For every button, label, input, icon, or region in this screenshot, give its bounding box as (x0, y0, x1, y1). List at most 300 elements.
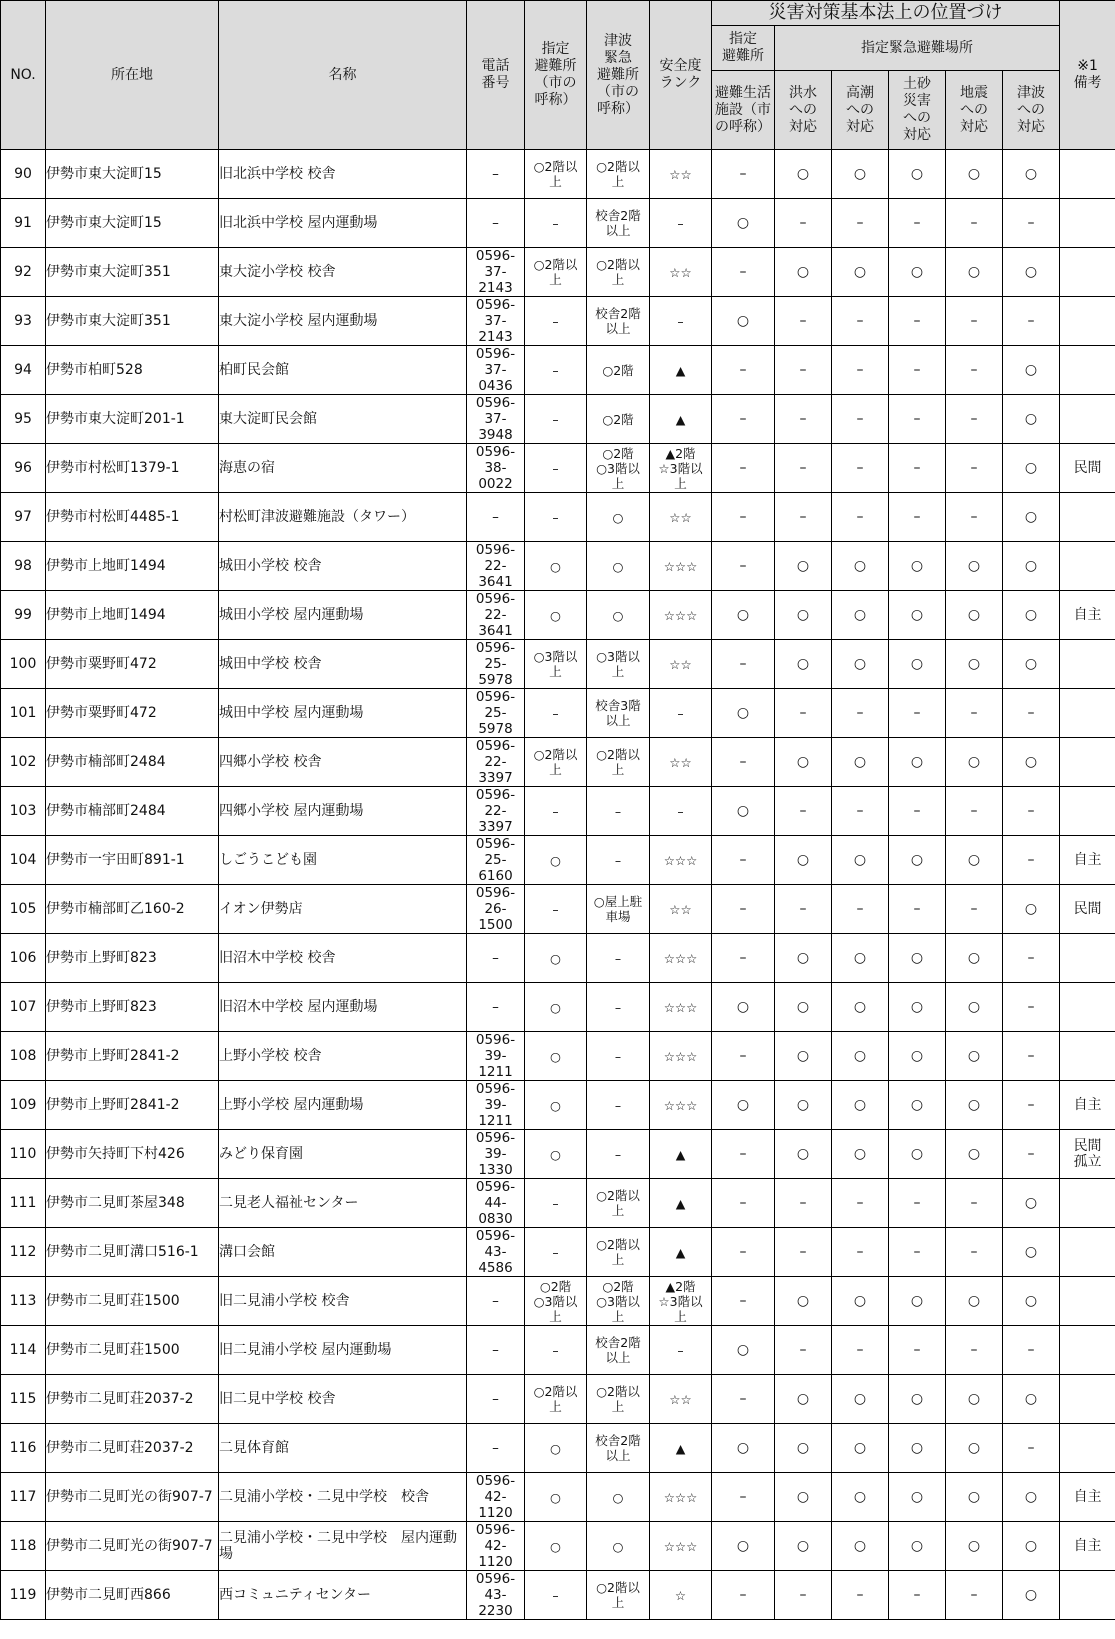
row-tsunami-shelter-line: 校舎2階 (595, 1433, 641, 1448)
row-tsunami-shelter-line: ○ (612, 509, 624, 525)
row-name: 旧二見浦小学校 校舎 (219, 1277, 467, 1326)
row-phone-line: 0596- (475, 689, 516, 705)
row-name: 城田中学校 校舎 (219, 640, 467, 689)
row-phone-line: 39- (484, 1048, 507, 1064)
header-name: 名称 (219, 1, 467, 150)
row-designated-shelter-line: ○3階以 (533, 649, 578, 664)
row-name: 二見浦小学校・二見中学校 屋内運動場 (219, 1522, 467, 1571)
row-landslide: – (889, 787, 946, 836)
row-earthquake: ○ (946, 150, 1003, 199)
row-phone-line: 6160 (478, 868, 513, 884)
row-name: 溝口会館 (219, 1228, 467, 1277)
row-name: 東大淀小学校 屋内運動場 (219, 297, 467, 346)
row-designated-shelter (525, 885, 587, 934)
row-landslide: ○ (889, 150, 946, 199)
row-phone-line: 0596- (475, 787, 516, 803)
row-flood: – (775, 297, 832, 346)
row-living-facility: – (712, 444, 775, 493)
row-remarks (1060, 885, 1115, 934)
header-address: 所在地 (46, 1, 219, 150)
row-safety-rank (650, 1473, 712, 1522)
row-storm-surge: ○ (832, 836, 889, 885)
row-tsunami-shelter (587, 395, 650, 444)
row-earthquake: ○ (946, 1032, 1003, 1081)
row-living-facility: ○ (712, 1081, 775, 1130)
row-address: 伊勢市上野町823 (46, 934, 219, 983)
row-living-facility: – (712, 738, 775, 787)
row-tsunami-shelter-line: 上 (611, 475, 625, 491)
row-tsunami-shelter-line: ○2階以 (596, 1384, 640, 1399)
row-phone (467, 836, 525, 885)
row-designated-shelter (525, 836, 587, 885)
row-safety-rank-line: 上 (674, 475, 687, 491)
row-phone-line: 43- (484, 1587, 507, 1603)
row-earthquake: ○ (946, 836, 1003, 885)
row-designated-shelter (525, 983, 587, 1032)
table-row (1, 983, 1115, 1032)
row-address: 伊勢市二見町荘1500 (46, 1277, 219, 1326)
row-name: 東大淀町民会館 (219, 395, 467, 444)
table-row (1, 542, 1115, 591)
row-name: 城田小学校 屋内運動場 (219, 591, 467, 640)
row-number: 107 (1, 983, 46, 1032)
row-designated-shelter (525, 738, 587, 787)
row-designated-shelter-line: – (552, 1195, 559, 1211)
table-row (1, 297, 1115, 346)
row-designated-shelter-line: 上 (549, 1399, 562, 1414)
row-number: 105 (1, 885, 46, 934)
row-address: 伊勢市二見町荘2037-2 (46, 1375, 219, 1424)
table-row (1, 836, 1115, 885)
table-row (1, 1571, 1115, 1620)
row-phone (467, 1522, 525, 1571)
row-storm-surge: – (832, 1326, 889, 1375)
row-tsunami-response: ○ (1003, 248, 1060, 297)
row-safety-rank (650, 346, 712, 395)
row-remarks-line: 自主 (1073, 607, 1102, 623)
row-tsunami-shelter-line: 上 (611, 1399, 625, 1414)
row-storm-surge: ○ (832, 248, 889, 297)
row-phone (467, 199, 525, 248)
row-landslide: – (889, 885, 946, 934)
row-tsunami-response: ○ (1003, 1228, 1060, 1277)
row-tsunami-shelter-line: – (614, 1048, 622, 1064)
row-address: 伊勢市東大淀町351 (46, 297, 219, 346)
header-storm-surge: 高潮 への 対応 (832, 71, 889, 150)
row-safety-rank (650, 836, 712, 885)
row-earthquake: ○ (946, 248, 1003, 297)
row-designated-shelter-line: ○3階以 (533, 1293, 578, 1309)
row-landslide: ○ (889, 542, 946, 591)
table-row (1, 395, 1115, 444)
row-phone (467, 395, 525, 444)
row-phone-line: – (492, 1293, 499, 1309)
row-safety-rank-line: – (677, 1342, 684, 1358)
table-row (1, 248, 1115, 297)
row-address: 伊勢市上地町1494 (46, 542, 219, 591)
row-landslide: ○ (889, 1130, 946, 1179)
table-row (1, 1326, 1115, 1375)
row-safety-rank (650, 885, 712, 934)
row-tsunami-shelter-line: ○ (612, 1489, 624, 1505)
row-phone-line: 22- (484, 558, 507, 574)
row-safety-rank-line: ▲ (675, 1244, 686, 1260)
row-phone-line: – (492, 1440, 499, 1456)
row-name: イオン伊勢店 (219, 885, 467, 934)
row-flood: ○ (775, 1473, 832, 1522)
row-flood: – (775, 395, 832, 444)
row-phone-line: 37- (484, 264, 507, 280)
row-remarks (1060, 444, 1115, 493)
row-living-facility: – (712, 1375, 775, 1424)
row-remarks (1060, 1326, 1115, 1375)
row-phone-line: 0596- (475, 885, 516, 901)
row-safety-rank-line: ☆☆☆ (663, 999, 698, 1015)
row-tsunami-shelter (587, 1375, 650, 1424)
row-flood: – (775, 1571, 832, 1620)
row-remarks (1060, 297, 1115, 346)
row-storm-surge: – (832, 199, 889, 248)
row-address: 伊勢市二見町光の街907-7 (46, 1473, 219, 1522)
row-designated-shelter-line: ○2階以 (533, 1384, 578, 1399)
row-designated-shelter (525, 1473, 587, 1522)
table-row (1, 1424, 1115, 1473)
row-designated-shelter-line: ○ (550, 1097, 561, 1113)
row-number: 117 (1, 1473, 46, 1522)
row-safety-rank-line: ▲ (675, 1195, 686, 1211)
row-living-facility: ○ (712, 1424, 775, 1473)
row-earthquake: ○ (946, 542, 1003, 591)
row-tsunami-shelter-line: 上 (611, 1203, 625, 1218)
row-remarks-line: 民間 (1073, 901, 1102, 917)
row-tsunami-shelter (587, 150, 650, 199)
row-phone-line: 22- (484, 803, 507, 819)
row-flood: ○ (775, 1522, 832, 1571)
row-safety-rank (650, 542, 712, 591)
row-tsunami-shelter-line: ○3階以 (596, 649, 640, 664)
table-row (1, 346, 1115, 395)
row-tsunami-shelter-line: – (614, 950, 622, 966)
row-number: 102 (1, 738, 46, 787)
row-remarks (1060, 1522, 1115, 1571)
row-flood: ○ (775, 1032, 832, 1081)
row-remarks-line: 自主 (1073, 1538, 1102, 1554)
row-landslide: ○ (889, 1424, 946, 1473)
row-safety-rank (650, 1424, 712, 1473)
row-landslide: ○ (889, 1277, 946, 1326)
row-phone (467, 1326, 525, 1375)
row-earthquake: ○ (946, 1375, 1003, 1424)
row-designated-shelter (525, 493, 587, 542)
row-flood: ○ (775, 640, 832, 689)
row-phone-line: 0596- (475, 738, 516, 754)
row-phone (467, 1473, 525, 1522)
row-safety-rank (650, 1081, 712, 1130)
row-designated-shelter (525, 1571, 587, 1620)
row-designated-shelter-line: – (552, 215, 559, 231)
row-address: 伊勢市村松町1379-1 (46, 444, 219, 493)
row-designated-shelter-line: ○ (550, 1538, 561, 1554)
row-safety-rank (650, 1228, 712, 1277)
row-phone-line: 0436 (478, 378, 513, 394)
row-landslide: – (889, 1571, 946, 1620)
row-designated-shelter-line: – (552, 1587, 559, 1603)
row-tsunami-shelter (587, 1326, 650, 1375)
row-phone-line: 2230 (478, 1603, 513, 1619)
row-tsunami-shelter (587, 885, 650, 934)
row-storm-surge: – (832, 1228, 889, 1277)
row-safety-rank-line: ☆☆ (669, 754, 692, 770)
row-remarks-line: 自主 (1073, 852, 1102, 868)
row-living-facility: – (712, 885, 775, 934)
row-number: 96 (1, 444, 46, 493)
header-law-group: 災害対策基本法上の位置づけ (712, 1, 1060, 26)
row-phone-line: 38- (484, 460, 507, 476)
row-earthquake: ○ (946, 1424, 1003, 1473)
row-tsunami-response: – (1003, 199, 1060, 248)
row-flood: ○ (775, 934, 832, 983)
row-designated-shelter-line: ○ (550, 950, 561, 966)
row-safety-rank-line: – (677, 803, 684, 819)
row-earthquake: – (946, 1228, 1003, 1277)
row-number: 92 (1, 248, 46, 297)
row-safety-rank (650, 199, 712, 248)
row-flood: – (775, 493, 832, 542)
row-tsunami-response: ○ (1003, 1179, 1060, 1228)
row-safety-rank-line: ☆☆☆ (663, 1538, 698, 1554)
row-storm-surge: – (832, 885, 889, 934)
row-flood: ○ (775, 1424, 832, 1473)
row-designated-shelter (525, 1032, 587, 1081)
row-phone (467, 444, 525, 493)
row-phone-line: 0022 (478, 476, 513, 492)
row-earthquake: – (946, 1571, 1003, 1620)
row-safety-rank (650, 1032, 712, 1081)
row-safety-rank-line: ☆ (674, 1587, 687, 1603)
row-number: 90 (1, 150, 46, 199)
row-tsunami-response: ○ (1003, 1522, 1060, 1571)
row-remarks-line: 孤立 (1073, 1154, 1102, 1170)
row-tsunami-response: ○ (1003, 640, 1060, 689)
row-flood: – (775, 199, 832, 248)
row-tsunami-shelter (587, 542, 650, 591)
row-phone-line: 0596- (475, 591, 516, 607)
row-tsunami-shelter-line: ○2階以 (596, 159, 640, 174)
row-name: 上野小学校 校舎 (219, 1032, 467, 1081)
row-tsunami-shelter-line: ○2階以 (596, 1237, 640, 1252)
row-designated-shelter (525, 1424, 587, 1473)
row-tsunami-shelter (587, 1424, 650, 1473)
row-phone (467, 934, 525, 983)
row-designated-shelter-line: ○2階以 (533, 747, 578, 762)
row-phone (467, 885, 525, 934)
row-safety-rank-line: – (677, 705, 684, 721)
row-phone (467, 983, 525, 1032)
row-number: 101 (1, 689, 46, 738)
row-remarks (1060, 1032, 1115, 1081)
row-tsunami-response: – (1003, 1130, 1060, 1179)
row-phone-line: 0596- (475, 640, 516, 656)
row-storm-surge: – (832, 346, 889, 395)
row-safety-rank-line: ☆☆ (669, 509, 692, 525)
row-address: 伊勢市上野町2841-2 (46, 1032, 219, 1081)
row-safety-rank (650, 1277, 712, 1326)
row-number: 119 (1, 1571, 46, 1620)
row-tsunami-response: ○ (1003, 738, 1060, 787)
row-number: 118 (1, 1522, 46, 1571)
row-designated-shelter (525, 444, 587, 493)
row-earthquake: – (946, 689, 1003, 738)
row-living-facility: – (712, 248, 775, 297)
row-earthquake: – (946, 1179, 1003, 1228)
row-phone-line: 44- (484, 1195, 507, 1211)
row-remarks (1060, 1081, 1115, 1130)
row-safety-rank-line: ▲2階 (665, 445, 696, 461)
row-name: 旧二見中学校 校舎 (219, 1375, 467, 1424)
row-phone (467, 640, 525, 689)
row-tsunami-shelter (587, 689, 650, 738)
row-phone-line: 1120 (478, 1554, 513, 1570)
row-name: 旧北浜中学校 校舎 (219, 150, 467, 199)
table-body (1, 150, 1115, 1620)
row-safety-rank-line: ☆☆☆ (663, 1097, 698, 1113)
row-flood: ○ (775, 1277, 832, 1326)
row-name: 二見体育館 (219, 1424, 467, 1473)
row-living-facility: ○ (712, 787, 775, 836)
row-phone-line: – (492, 1391, 499, 1407)
row-designated-shelter-line: – (552, 1342, 559, 1358)
row-flood: – (775, 885, 832, 934)
row-landslide: – (889, 395, 946, 444)
row-tsunami-response: ○ (1003, 542, 1060, 591)
row-storm-surge: ○ (832, 1130, 889, 1179)
row-name: 柏町民会館 (219, 346, 467, 395)
row-landslide: – (889, 199, 946, 248)
row-tsunami-response: ○ (1003, 346, 1060, 395)
row-tsunami-shelter-line: 以上 (605, 713, 631, 728)
row-tsunami-shelter (587, 1032, 650, 1081)
row-remarks-line: 民間 (1073, 460, 1102, 476)
row-designated-shelter (525, 689, 587, 738)
row-name: 旧沼木中学校 屋内運動場 (219, 983, 467, 1032)
row-tsunami-shelter-line: 上 (611, 762, 625, 777)
row-phone-line: 0596- (475, 1081, 516, 1097)
table-row (1, 738, 1115, 787)
row-designated-shelter-line: ○2階 (539, 1278, 572, 1294)
row-tsunami-shelter (587, 199, 650, 248)
row-safety-rank (650, 297, 712, 346)
row-designated-shelter (525, 150, 587, 199)
row-number: 100 (1, 640, 46, 689)
row-tsunami-response: ○ (1003, 1375, 1060, 1424)
row-phone-line: 1211 (478, 1064, 513, 1080)
row-flood: – (775, 787, 832, 836)
row-designated-shelter-line: 上 (549, 664, 562, 679)
table-row (1, 689, 1115, 738)
row-remarks-line: 自主 (1073, 1097, 1102, 1113)
row-phone (467, 1571, 525, 1620)
table-row (1, 1032, 1115, 1081)
row-flood: ○ (775, 542, 832, 591)
row-earthquake: ○ (946, 640, 1003, 689)
row-phone-line: 0596- (475, 444, 516, 460)
row-safety-rank (650, 1522, 712, 1571)
row-phone (467, 591, 525, 640)
row-earthquake: – (946, 444, 1003, 493)
table-row (1, 444, 1115, 493)
row-tsunami-shelter-line: ○2階以 (596, 1580, 640, 1595)
row-tsunami-shelter-line: 以上 (605, 321, 631, 336)
row-safety-rank-line: ☆☆ (669, 166, 692, 182)
row-earthquake: – (946, 297, 1003, 346)
row-designated-shelter (525, 640, 587, 689)
table-row (1, 640, 1115, 689)
row-designated-shelter-line: – (552, 362, 559, 378)
row-landslide: – (889, 689, 946, 738)
row-name: 旧二見浦小学校 屋内運動場 (219, 1326, 467, 1375)
row-phone-line: 22- (484, 754, 507, 770)
row-phone-line: 0596- (475, 1228, 516, 1244)
row-phone-line: 3641 (478, 623, 513, 639)
row-landslide: ○ (889, 1375, 946, 1424)
row-tsunami-shelter (587, 444, 650, 493)
row-storm-surge: ○ (832, 591, 889, 640)
row-address: 伊勢市上地町1494 (46, 591, 219, 640)
row-designated-shelter (525, 199, 587, 248)
header-no: NO. (1, 1, 46, 150)
row-living-facility: – (712, 1130, 775, 1179)
table-row (1, 1375, 1115, 1424)
row-living-facility: – (712, 150, 775, 199)
row-remarks (1060, 591, 1115, 640)
row-designated-shelter (525, 297, 587, 346)
row-earthquake: ○ (946, 1522, 1003, 1571)
row-phone (467, 150, 525, 199)
row-tsunami-response: – (1003, 983, 1060, 1032)
row-phone-line: – (492, 1342, 499, 1358)
row-tsunami-shelter-line: 上 (611, 664, 625, 679)
row-designated-shelter (525, 395, 587, 444)
row-flood: – (775, 1228, 832, 1277)
row-living-facility: – (712, 1228, 775, 1277)
row-tsunami-response: ○ (1003, 1473, 1060, 1522)
row-address: 伊勢市東大淀町15 (46, 150, 219, 199)
row-living-facility: – (712, 346, 775, 395)
header-remarks: ※1 備考 (1060, 1, 1115, 150)
row-safety-rank-line: ▲ (675, 411, 686, 427)
row-designated-shelter (525, 934, 587, 983)
row-phone-line: 39- (484, 1146, 507, 1162)
table-row (1, 1277, 1115, 1326)
row-landslide: ○ (889, 1081, 946, 1130)
row-safety-rank-line: ▲ (675, 1440, 686, 1456)
row-phone-line: 0830 (478, 1211, 513, 1227)
row-name: 城田中学校 屋内運動場 (219, 689, 467, 738)
row-phone-line: – (492, 166, 499, 182)
row-tsunami-shelter-line: 上 (611, 272, 625, 287)
row-living-facility: ○ (712, 1326, 775, 1375)
row-tsunami-shelter-line: 校舎3階 (595, 698, 641, 713)
row-flood: – (775, 689, 832, 738)
row-remarks (1060, 689, 1115, 738)
row-tsunami-shelter-line: – (614, 999, 622, 1015)
row-tsunami-shelter-line: ○3階以 (596, 460, 640, 476)
row-earthquake: – (946, 1326, 1003, 1375)
row-remarks (1060, 640, 1115, 689)
row-remarks (1060, 1424, 1115, 1473)
row-remarks (1060, 1571, 1115, 1620)
row-phone-line: 3948 (478, 427, 513, 443)
